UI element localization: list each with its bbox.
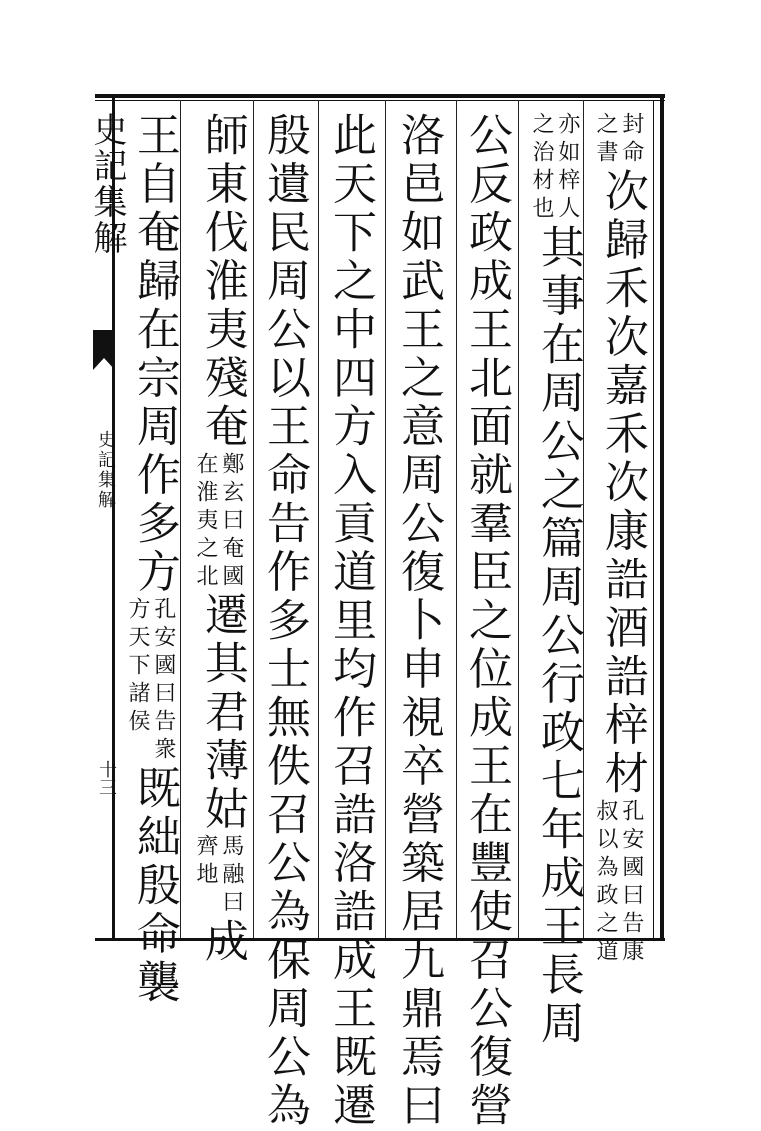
text-column	[592, 112, 648, 967]
fold-page-number: 十三	[96, 760, 117, 796]
annotation-line: 亦如梓人	[554, 112, 580, 224]
annotation-line: 之治材也	[528, 112, 554, 224]
right-border	[660, 94, 664, 940]
main-text: 洛邑如武王之意周公復卜申視卒營築居九鼎焉曰	[393, 112, 444, 1131]
text-column	[393, 112, 444, 1131]
main-text: 次歸禾次嘉禾次康誥酒誥梓材	[596, 168, 648, 799]
main-text: 王自奄歸在宗周作多方	[128, 112, 180, 597]
column-separator	[518, 100, 519, 938]
column-separator	[456, 100, 457, 938]
main-text: 其事在周公之篇周公行政七年成王長周	[532, 224, 584, 1049]
main-text: 此天下之中四方入貢道里均作召誥洛誥成王既遷	[325, 112, 376, 1131]
annotation-note	[528, 112, 580, 224]
annotation-line: 方天下諸侯	[124, 597, 150, 737]
text-column	[124, 112, 180, 1008]
text-column	[192, 112, 248, 967]
text-column	[325, 112, 376, 1131]
annotation-line: 孔安國曰告康	[618, 798, 644, 967]
text-column	[528, 112, 584, 1049]
annotation-line: 鄭玄曰奄國	[218, 451, 244, 592]
annotation-note	[124, 597, 176, 765]
right-inner-border	[653, 100, 654, 940]
annotation-note	[592, 799, 644, 967]
fish-tail-mark	[93, 330, 115, 370]
column-separator	[385, 100, 386, 938]
annotation-line: 在淮夷之北	[192, 451, 218, 592]
main-text: 師東伐淮夷殘奄	[196, 112, 248, 452]
annotation-line: 之書	[592, 112, 618, 168]
column-separator	[180, 100, 181, 938]
top-border	[95, 94, 665, 98]
annotation-note	[192, 452, 244, 592]
column-separator	[253, 100, 254, 938]
annotation-note	[192, 834, 244, 918]
main-text: 成	[196, 918, 248, 967]
annotation-line: 孔安國曰告衆	[150, 597, 176, 765]
main-text: 既絀殷命襲	[128, 765, 180, 1008]
annotation-note	[592, 112, 644, 168]
text-column	[461, 112, 512, 1131]
annotation-line: 齊地	[192, 834, 218, 890]
annotation-line: 馬融曰	[218, 834, 244, 918]
fold-section-label: 史記集解	[95, 430, 116, 510]
main-text: 遷其君薄姑	[196, 591, 248, 834]
main-text: 公反政成王北面就羣臣之位成王在豐使召公復營	[461, 112, 512, 1131]
column-separator	[318, 100, 319, 938]
annotation-line: 封命	[618, 112, 644, 168]
annotation-line: 叔以為政之道	[592, 798, 618, 967]
fold-book-title: 史記集解	[87, 112, 127, 256]
text-column	[259, 112, 310, 1131]
main-text: 殷遺民周公以王命告作多士無佚召公為保周公為	[259, 112, 310, 1131]
